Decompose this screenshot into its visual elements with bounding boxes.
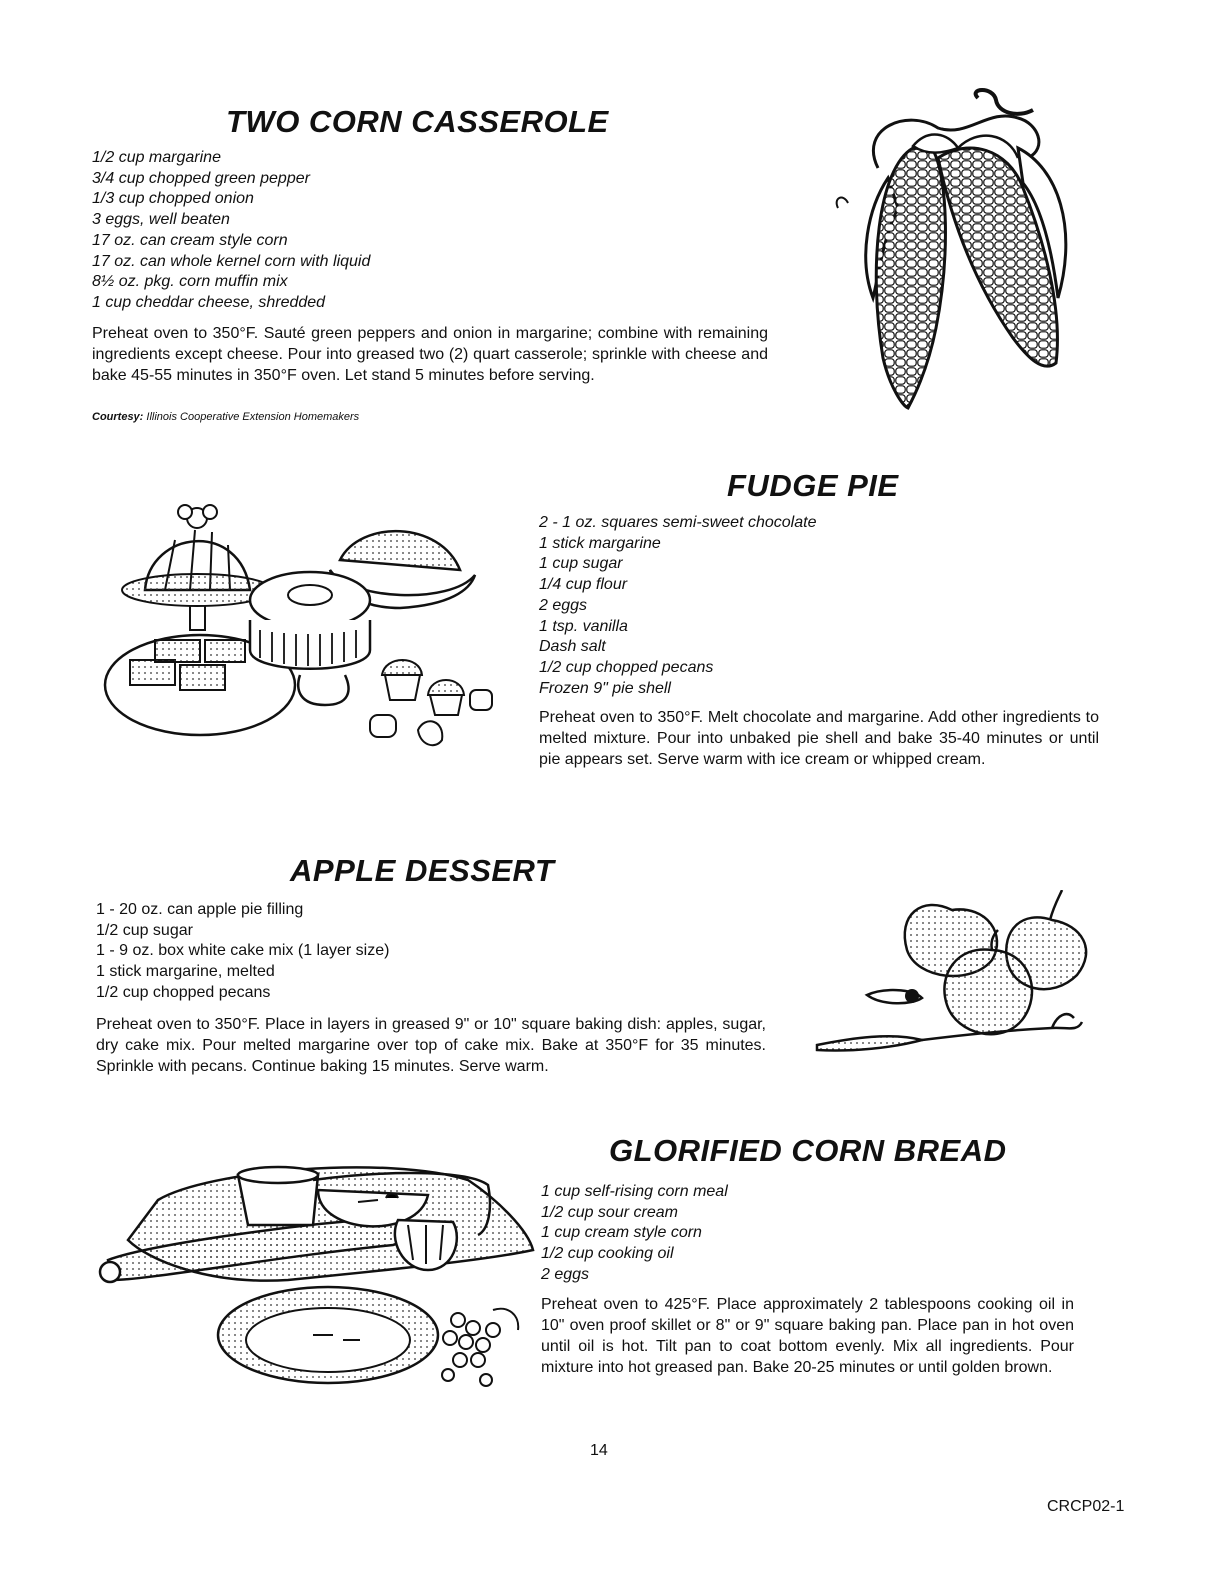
recipe-title: TWO CORN CASSEROLE (226, 104, 609, 139)
ingredient: 17 oz. can cream style corn (92, 231, 288, 249)
recipe-title: GLORIFIED CORN BREAD (609, 1133, 1007, 1168)
ingredient: 1/4 cup flour (539, 576, 628, 594)
ingredient: 1 tsp. vanilla (539, 617, 628, 635)
ingredient: 1/2 cup sugar (96, 921, 193, 939)
ingredient-list (96, 900, 696, 1004)
ingredient: 17 oz. can whole kernel corn with liquid (92, 252, 371, 270)
ingredient: 2 - 1 oz. squares semi-sweet chocolate (539, 514, 817, 531)
recipe-directions: Preheat oven to 350°F. Sauté green peppers and onion in margarine; combine with remaining ingredients except cheese. Pour into greased two (2) quart casserole; sprinkle with cheese and bake 45-55 minutes in 350°F oven. Let stand 5 minutes before serving. (92, 325, 768, 384)
ingredient: 1 cup cheddar cheese, shredded (92, 293, 326, 311)
ingredient: 8½ oz. pkg. corn muffin mix (92, 273, 288, 291)
recipe-title: APPLE DESSERT (290, 853, 555, 888)
ingredient: 1 cup cream style corn (541, 1224, 702, 1242)
ingredient: 1 stick margarine (539, 534, 661, 552)
ingredient: 3/4 cup chopped green pepper (92, 169, 310, 187)
page-number: 14 (590, 1442, 608, 1459)
ingredient: 1 stick margarine, melted (96, 963, 275, 981)
ingredient: 1/2 cup chopped pecans (96, 983, 271, 1001)
corn-illustration (818, 88, 1108, 418)
baking-tools-illustration (88, 1140, 538, 1400)
apples-illustration (812, 890, 1094, 1065)
ingredient: 2 eggs (541, 1265, 590, 1283)
recipe-courtesy (92, 411, 359, 423)
ingredient: 1/2 cup chopped pecans (539, 658, 714, 676)
ingredient: 1/2 cup cooking oil (541, 1245, 674, 1263)
ingredient: 1 cup self-rising corn meal (541, 1183, 728, 1200)
desserts-illustration (100, 490, 500, 760)
courtesy-label: Courtesy: (92, 411, 144, 423)
ingredient: 1/3 cup chopped onion (92, 190, 254, 208)
ingredient: 1/2 cup sour cream (541, 1203, 678, 1221)
ingredient: 3 eggs, well beaten (92, 211, 230, 229)
recipe-directions: Preheat oven to 350°F. Place in layers in greased 9" or 10" square baking dish: apples, sugar, dry cake mix. Pour melted margarine over top of cake mix. Bake at 350°F for 35 minutes. Sprinkle with pecans. Continue baking 15 minutes. Serve warm. (96, 1016, 766, 1075)
ingredient-list (541, 1182, 1081, 1286)
document-code: CRCP02-1 (1047, 1498, 1125, 1515)
recipe-directions: Preheat oven to 350°F. Melt chocolate and margarine. Add other ingredients to melted mixture. Pour into unbaked pie shell and bake 35-40 minutes or until pie appears set. Serve warm with ice cream or whipped cream. (539, 709, 1099, 768)
courtesy-source: Illinois Cooperative Extension Homemakers (146, 411, 360, 423)
ingredient: Frozen 9" pie shell (539, 679, 671, 697)
ingredient: 1 cup sugar (539, 555, 623, 573)
ingredient: 1 - 9 oz. box white cake mix (1 layer size) (96, 942, 390, 960)
ingredient: 1/2 cup margarine (92, 149, 221, 166)
recipe-title: FUDGE PIE (727, 468, 899, 503)
ingredient: Dash salt (539, 638, 606, 656)
recipe-directions: Preheat oven to 425°F. Place approximately 2 tablespoons cooking oil in 10" oven proof skillet or 8" or 9" square baking pan. Place pan in hot oven until oil is hot. Tilt pan to coat bottom evenly. Mix all ingredients. Pour mixture into hot greased pan. Bake 20-25 minutes or until golden brown. (541, 1296, 1074, 1376)
ingredient: 2 eggs (539, 596, 588, 614)
ingredient-list (92, 148, 692, 314)
ingredient: 1 - 20 oz. can apple pie filling (96, 901, 304, 918)
ingredient-list (539, 513, 1099, 699)
